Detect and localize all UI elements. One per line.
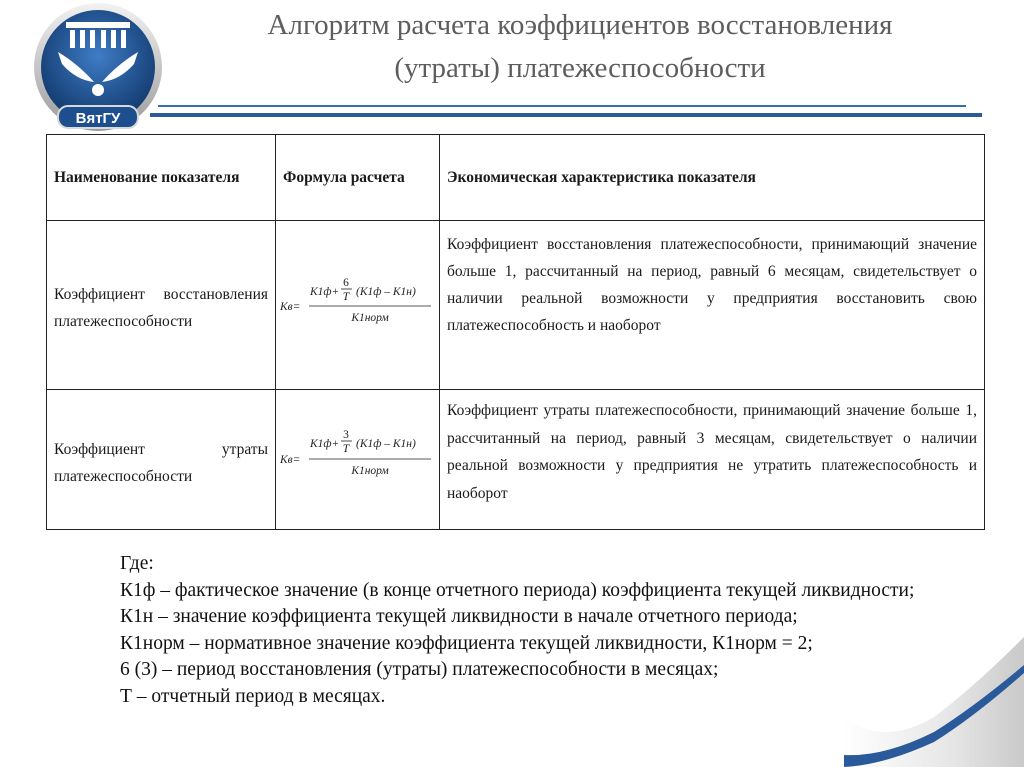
formula-loss [276, 420, 440, 500]
notes-line: К1ф – фактическое значение (в конце отчетного периода) коэффициента текущей ликвидности; [120, 579, 915, 601]
formula-term2: (К1ф – К1н) [356, 437, 416, 450]
indicators-table [46, 134, 985, 530]
slide-title [180, 4, 980, 90]
notes-line: К1норм – нормативное значение коэффициента текущей ликвидности, К1норм = 2; [120, 632, 813, 654]
formula-cell [276, 221, 440, 390]
column-header-name: Наименование показателя [47, 135, 276, 221]
formula-coef-num: 6 [343, 277, 349, 289]
logo-text: ВятГУ [75, 110, 121, 127]
formula-lhs: Кв= [280, 453, 301, 466]
formula-term1: К1ф+ [310, 286, 340, 298]
formula-term1: К1ф+ [310, 437, 340, 450]
notes-line: 6 (3) – период восстановления (утраты) платежеспособности в месяцах; [120, 659, 719, 680]
formula-coef-den: T [342, 442, 350, 455]
column-header-formula: Формула расчета [276, 135, 440, 221]
decorative-wave [824, 607, 1024, 767]
header-rule-thin [158, 105, 966, 107]
formula-denominator: К1норм [351, 464, 389, 477]
notes-line: Т – отчетный период в месяцах. [120, 685, 386, 707]
table-row [47, 390, 985, 530]
formula-lhs: Кв= [280, 301, 301, 313]
indicator-description: Коэффициент восстановления платежеспособности, принимающий значение больше 1, рассчитанный на период, равный 6 месяцам, свидетельствует о наличии реальной возможности у предприятия восстановить свою платежеспособность и наоборот [440, 221, 985, 390]
formula-cell [276, 390, 440, 530]
legend-notes [120, 551, 940, 710]
notes-line: К1н – значение коэффициента текущей ликвидности в начале отчетного периода; [120, 606, 798, 627]
vyatgu-logo [28, 2, 168, 136]
header-rule-thick [150, 113, 982, 117]
table-row [47, 221, 985, 390]
formula-recovery [276, 265, 440, 345]
column-header-description: Экономическая характеристика показателя [440, 135, 985, 221]
notes-line: Где: [120, 553, 154, 574]
indicator-name: Коэффициент восстановления платежеспособности [47, 221, 276, 390]
indicator-name: Коэффициент утраты платежеспособности [47, 390, 276, 530]
formula-coef-num: 3 [343, 428, 349, 441]
table-header-row [47, 135, 985, 221]
formula-term2: (К1ф – К1н) [356, 286, 416, 298]
title-line-1: Алгоритм расчета коэффициентов восстановления [267, 9, 893, 41]
formula-denominator: К1норм [351, 312, 389, 324]
title-line-2: (утраты) платежеспособности [394, 52, 766, 84]
formula-coef-den: T [342, 291, 350, 303]
indicator-description: Коэффициент утраты платежеспособности, принимающий значение больше 1, рассчитанный на период, равный 3 месяцам, свидетельствует о наличии реальной возможности у предприятия не утратить платежеспособность и наоборот [440, 390, 985, 530]
